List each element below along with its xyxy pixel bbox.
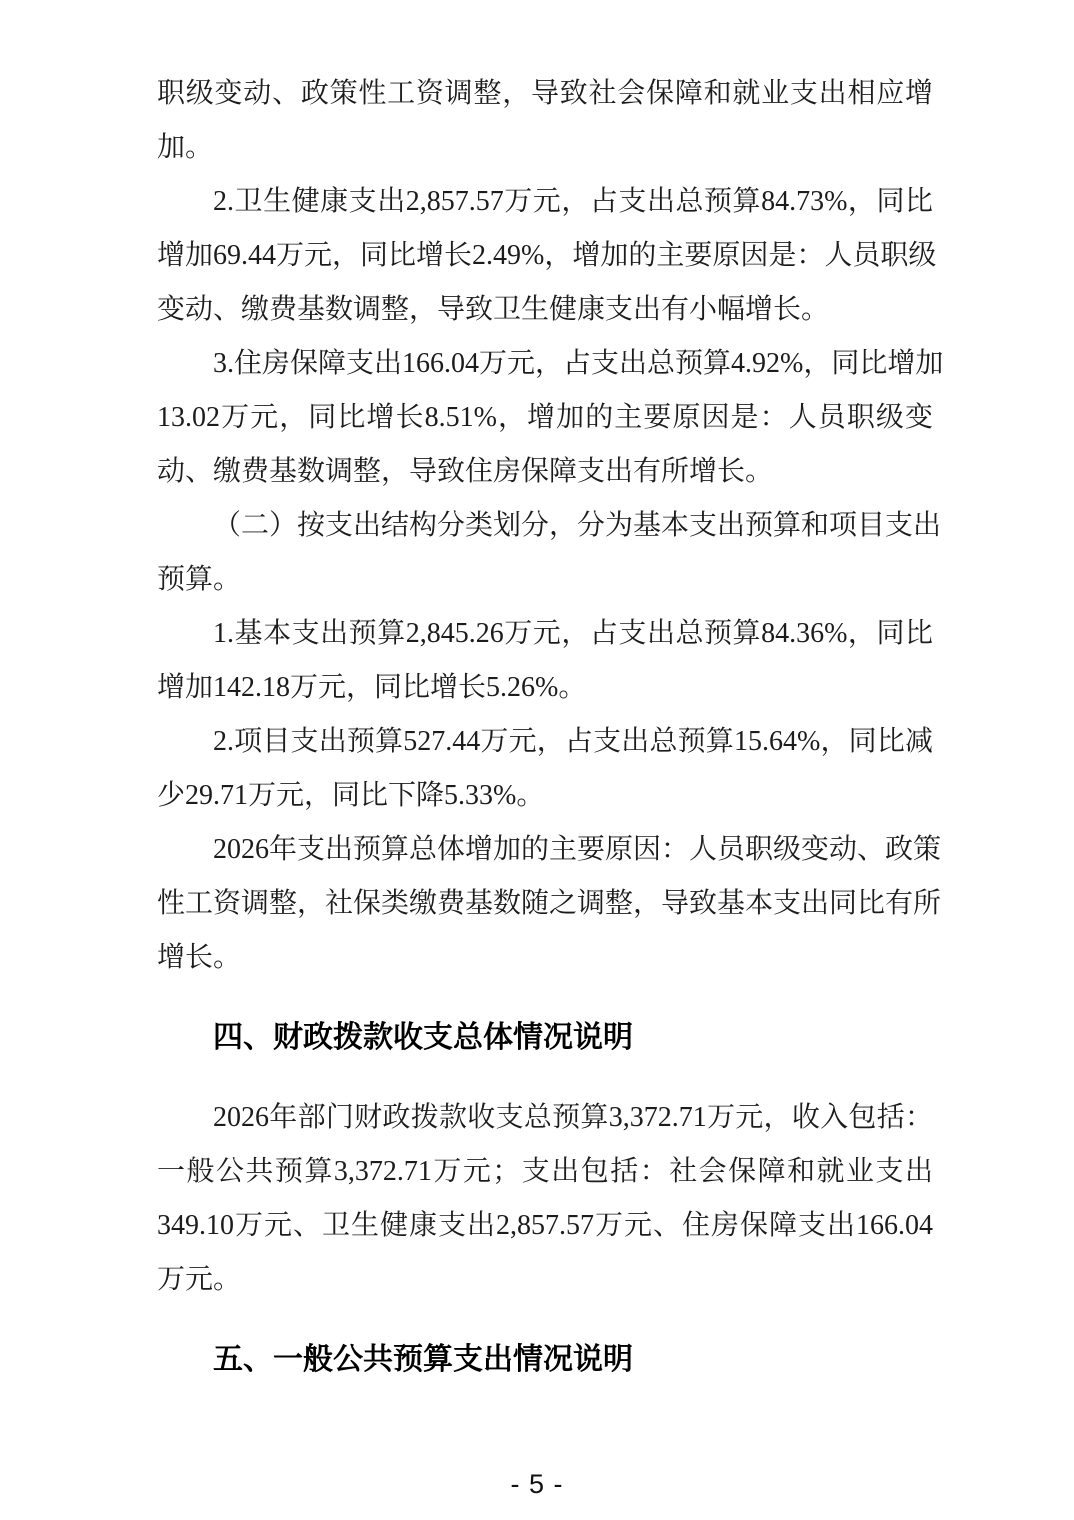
paragraph <box>157 607 933 715</box>
heading-text: 四、财政拨款收支总体情况说明 <box>213 1021 633 1054</box>
section-heading <box>157 1333 933 1387</box>
text-line: 变动、缴费基数调整，导致卫生健康支出有小幅增长。 <box>157 294 830 325</box>
paragraph <box>157 499 942 607</box>
text-line: 3.住房保障支出166.04万元，占支出总预算4.92%，同比增加 <box>213 348 944 379</box>
heading-text: 五、一般公共预算支出情况说明 <box>213 1343 633 1376</box>
text-line: 增加69.44万元，同比增长2.49%，增加的主要原因是：人员职级 <box>157 240 937 271</box>
page-number: - 5 - <box>510 1469 564 1499</box>
text-line: 增加142.18万元，同比增长5.26%。 <box>157 672 587 703</box>
paragraph <box>157 715 933 823</box>
text-line: 2026年支出预算总体增加的主要原因：人员职级变动、政策 <box>213 834 942 865</box>
text-line: 13.02万元，同比增长8.51%，增加的主要原因是：人员职级变 <box>157 402 933 433</box>
paragraph <box>157 823 942 985</box>
text-line: 2.卫生健康支出2,857.57万元，占支出总预算84.73%，同比 <box>213 186 933 217</box>
text-line: 2.项目支出预算527.44万元，占支出总预算15.64%，同比减 <box>213 726 933 757</box>
paragraph <box>157 1091 933 1307</box>
text-line: 349.10万元、卫生健康支出2,857.57万元、住房保障支出166.04 <box>157 1210 933 1241</box>
page-footer <box>0 1462 1074 1506</box>
section-heading <box>157 1011 933 1065</box>
paragraph <box>157 67 933 175</box>
text-line: 少29.71万元，同比下降5.33%。 <box>157 780 545 811</box>
text-line: （二）按支出结构分类划分，分为基本支出预算和项目支出 <box>213 510 942 541</box>
text-line: 加。 <box>157 132 214 163</box>
text-line: 一般公共预算3,372.71万元；支出包括：社会保障和就业支出 <box>157 1156 933 1187</box>
text-line: 动、缴费基数调整，导致住房保障支出有所增长。 <box>157 456 774 487</box>
text-line: 增长。 <box>157 942 242 973</box>
paragraph <box>157 175 937 337</box>
text-line: 2026年部门财政拨款收支总预算3,372.71万元，收入包括： <box>213 1102 933 1133</box>
paragraph <box>157 337 944 499</box>
document-body <box>157 67 944 1413</box>
text-line: 职级变动、政策性工资调整，导致社会保障和就业支出相应增 <box>157 78 933 109</box>
text-line: 万元。 <box>157 1264 242 1295</box>
text-line: 预算。 <box>157 564 242 595</box>
text-line: 性工资调整，社保类缴费基数随之调整，导致基本支出同比有所 <box>157 888 942 919</box>
text-line: 1.基本支出预算2,845.26万元，占支出总预算84.36%，同比 <box>213 618 933 649</box>
